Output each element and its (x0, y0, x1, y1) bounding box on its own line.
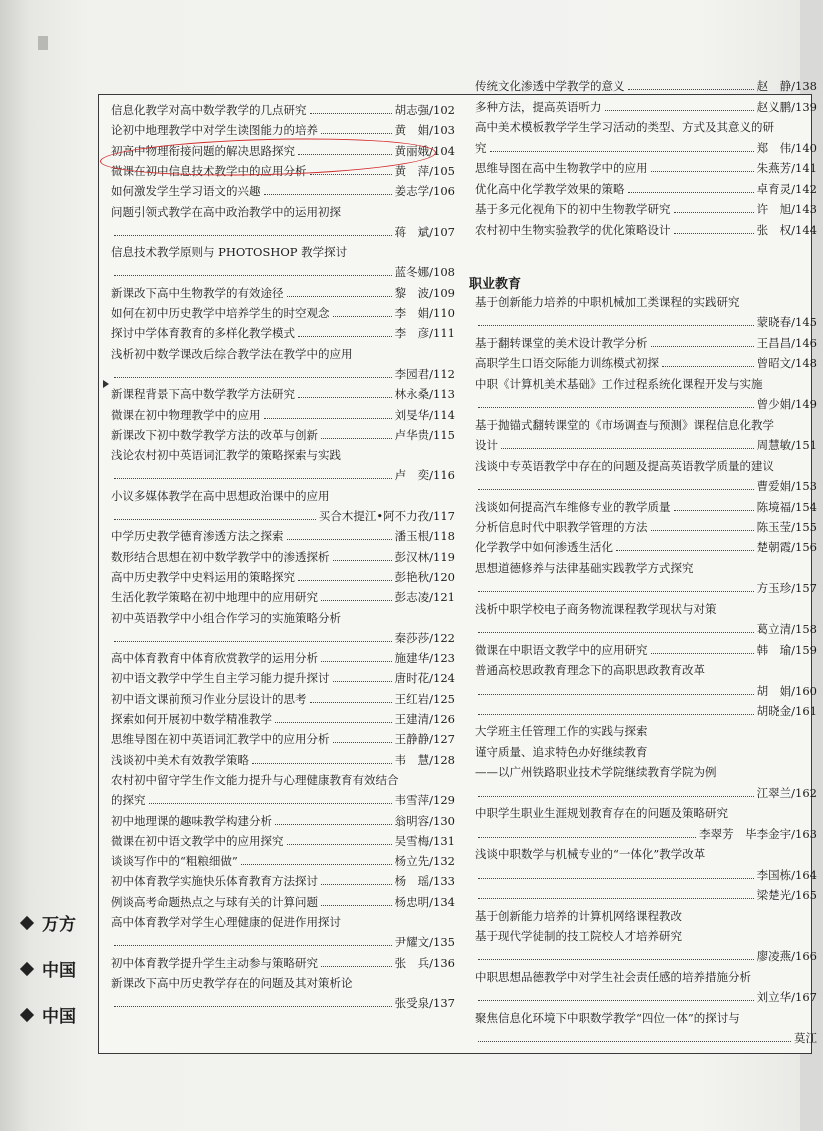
toc-entry-author-page: 王静静/127 (394, 732, 455, 747)
dot-leader (478, 395, 754, 408)
toc-entry-title: 中学历史教学德育渗透方法之探索 (111, 529, 284, 544)
dot-leader (651, 159, 754, 172)
toc-entry-title: 微课在初中信息技术教学中的应用分析 (111, 163, 307, 178)
toc-entry-title: 中职思想品德教学中对学生社会责任感的培养措施分析 (475, 969, 751, 984)
toc-entry-title: 新课改下初中数学教学方法的改革与创新 (111, 427, 318, 442)
side-item: 中国 (22, 1002, 76, 1027)
toc-entry-author-page: 曾昭文/148 (756, 356, 817, 371)
toc-entry-title: 高中美术模板教学学生学习活动的类型、方式及其意义的研 (475, 120, 774, 134)
toc-entry-author-page: 吴雪梅/131 (394, 833, 455, 848)
toc-entry-title: 探讨中学体育教育的多样化教学模式 (111, 326, 295, 341)
dot-leader (287, 832, 392, 845)
toc-entry-author-page: 施建华/123 (394, 651, 455, 666)
toc-entry-title: 基于抛锚式翻转课堂的《市场调查与预测》课程信息化教学 (475, 417, 774, 432)
toc-entry-author-page: 蓝冬娜/108 (394, 265, 455, 280)
toc-entry (99, 446, 461, 464)
dot-leader (478, 825, 696, 838)
diamond-bullet-icon (20, 1007, 34, 1021)
toc-entry-title: 高中体育教育中体育欣赏教学的运用分析 (111, 651, 318, 666)
toc-entry-title: 浅谈如何提高汽车维修专业的教学质量 (475, 499, 671, 514)
toc-entry (463, 180, 823, 198)
toc-entry (99, 669, 461, 687)
toc-entry (99, 406, 461, 424)
toc-entry (99, 832, 461, 850)
toc-entry-author-page: 黎 波/109 (394, 285, 455, 300)
toc-entry-title: 生活化教学策略在初中地理中的应用研究 (111, 590, 318, 605)
toc-entry-author-page: 黄丽娥/104 (394, 143, 455, 158)
dot-leader (298, 324, 392, 337)
dot-leader (478, 947, 754, 960)
toc-entry-author-page: 莫江 (794, 1031, 817, 1046)
toc-entry (463, 436, 823, 454)
toc-entry-author-page: 韦雪萍/129 (394, 793, 455, 808)
toc-entry-title: 传统文化渗透中学教学的意义 (475, 79, 625, 93)
toc-entry (99, 426, 461, 444)
toc-entry (99, 771, 461, 789)
toc-entry (99, 203, 461, 221)
dot-leader (478, 477, 754, 490)
dot-leader (321, 426, 392, 439)
toc-entry-title: 基于创新能力培养的计算机网络课程教改 (475, 908, 682, 923)
toc-entry (99, 649, 461, 667)
toc-entry-author-page: 曾少娟/149 (756, 397, 817, 412)
dot-leader (321, 121, 392, 134)
toc-entry-title: 初中体育教学提升学生主动参与策略研究 (111, 955, 318, 970)
dot-leader (114, 629, 392, 642)
toc-entry-title: 基于创新能力培养的中职机械加工类课程的实践研究 (475, 295, 740, 309)
toc-entry-title: 基于现代学徒制的技工院校人才培养研究 (475, 928, 682, 943)
toc-entry-author-page: 葛立清/158 (756, 622, 817, 637)
toc-entry-author-page: 陈境福/154 (756, 499, 817, 514)
toc-entry (99, 954, 461, 972)
toc-entry (99, 568, 461, 586)
toc-entry (463, 600, 823, 618)
diamond-bullet-icon (20, 915, 34, 929)
toc-entry (99, 304, 461, 322)
toc-entry-title: 新课程背景下高中数学教学方法研究 (111, 387, 295, 402)
toc-entry-author-page: 胡晓金/161 (756, 704, 817, 718)
toc-entry (463, 395, 823, 413)
dot-leader (333, 548, 392, 561)
toc-entry (463, 538, 823, 556)
toc-entry (463, 784, 823, 802)
toc-entry-author-page: 楚朝霞/156 (756, 540, 817, 555)
margin-arrow-icon (103, 380, 109, 388)
dot-leader (321, 649, 392, 662)
toc-entry (99, 690, 461, 708)
toc-entry-title: 新课改下高中历史教学存在的问题及其对策析论 (111, 975, 353, 990)
dot-leader (275, 710, 392, 723)
toc-entry (463, 947, 823, 965)
toc-entry-title: 论初中地理教学中对学生读图能力的培养 (111, 123, 318, 138)
toc-entry-author-page: 陈玉莹/155 (756, 519, 817, 534)
toc-entry-title: 高职学生口语交际能力训练模式初探 (475, 356, 659, 371)
scan-mark (38, 36, 48, 50)
toc-entry (463, 200, 823, 218)
toc-entry (463, 722, 823, 740)
toc-entry (99, 223, 461, 241)
dot-leader (114, 263, 392, 276)
toc-entry (99, 913, 461, 931)
toc-entry-title: 初中英语教学中小组合作学习的实施策略分析 (111, 610, 341, 625)
toc-entry (463, 477, 823, 495)
toc-entry (463, 457, 823, 475)
toc-entry (463, 682, 823, 700)
toc-entry-author-page: 蒙晓春/145 (756, 315, 817, 330)
toc-entry (463, 702, 823, 720)
toc-entry-author-page: 李翠芳 毕李金宇/163 (699, 826, 817, 841)
toc-entry-title: 信息化教学对高中数学教学的几点研究 (111, 103, 307, 117)
toc-entry-title: 微课在初中语文教学中的应用探究 (111, 833, 284, 848)
toc-entry (99, 527, 461, 545)
toc-entry (99, 507, 461, 525)
dot-leader (310, 162, 392, 175)
toc-entry (463, 375, 823, 393)
side-item: 万方 (22, 910, 76, 935)
toc-entry-title: 高中体育教学对学生心理健康的促进作用探讨 (111, 915, 341, 929)
toc-entry-author-page: 刘旻华/114 (394, 407, 455, 422)
dot-leader (310, 690, 392, 703)
dot-leader (628, 77, 754, 90)
toc-entry-author-page: 杨 瑶/133 (394, 874, 455, 889)
toc-entry-title: 如何激发学生学习语文的兴趣 (111, 184, 261, 199)
dot-leader (264, 182, 392, 195)
dot-leader (605, 98, 754, 111)
toc-entry-title: 设计 (475, 438, 498, 453)
toc-entry-author-page: 张 兵/136 (394, 955, 455, 970)
toc-entry (463, 641, 823, 659)
toc-entry (463, 77, 823, 95)
toc-entry (99, 974, 461, 992)
toc-entry-title: 化学教学中如何渗透生活化 (475, 540, 613, 555)
dot-leader (478, 784, 754, 797)
toc-entry-author-page: 蒋 斌/107 (394, 224, 455, 239)
toc-entry (463, 804, 823, 822)
toc-entry-title: 微课在初中物理教学中的应用 (111, 407, 261, 422)
toc-entry-title: 思维导图在初中英语词汇教学中的应用分析 (111, 732, 330, 747)
toc-entry-title: 浅谈中专英语教学中存在的问题及提高英语教学质量的建议 (475, 458, 774, 473)
toc-entry (99, 345, 461, 363)
dot-leader (298, 142, 392, 155)
toc-entry-author-page: 王红岩/125 (394, 691, 455, 706)
toc-entry-author-page: 翁明容/130 (394, 813, 455, 828)
toc-entry (99, 548, 461, 566)
toc-entry (463, 118, 823, 136)
toc-entry-author-page: 黄 萍/105 (394, 163, 455, 178)
dot-leader (252, 751, 392, 764)
dot-leader (674, 498, 754, 511)
toc-entry (99, 142, 461, 160)
toc-entry-author-page: 彭汉林/119 (394, 549, 455, 564)
dot-leader (287, 527, 392, 540)
toc-entry (463, 927, 823, 945)
toc-entry-author-page: 卓育灵/142 (756, 181, 817, 196)
toc-entry-title: 谈谈写作中的“粗粮细做” (111, 854, 238, 869)
toc-entry-title: 聚焦信息化环境下中职数学教学“四位一体”的探讨与 (475, 1010, 740, 1025)
dot-leader (333, 304, 392, 317)
toc-entry-author-page: 赵义鹏/139 (756, 99, 817, 114)
dot-leader (310, 101, 392, 114)
toc-entry-title: 微课在中职语文教学中的应用研究 (475, 642, 648, 657)
toc-entry (463, 334, 823, 352)
dot-leader (651, 518, 754, 531)
toc-entry-author-page: 李 彦/111 (394, 326, 455, 341)
toc-entry-title: 探索如何开展初中数学精准教学 (111, 712, 272, 726)
contents-panel (98, 79, 817, 1054)
toc-entry (99, 730, 461, 748)
dot-leader (478, 866, 754, 879)
dot-leader (478, 620, 754, 633)
dot-leader (628, 180, 754, 193)
toc-entry-author-page: 林永桑/113 (394, 387, 455, 402)
dot-leader (114, 223, 392, 236)
toc-entry-author-page: 潘玉根/118 (394, 529, 455, 544)
dot-leader (478, 886, 754, 899)
dot-leader (298, 568, 392, 581)
toc-entry-author-page: 姜志学/106 (394, 184, 455, 199)
side-item: 中国 (22, 956, 76, 981)
toc-entry (463, 988, 823, 1006)
toc-entry (463, 354, 823, 372)
toc-entry (99, 243, 461, 261)
toc-entry (99, 872, 461, 890)
toc-entry-title: 高中历史教学中史料运用的策略探究 (111, 569, 295, 584)
toc-entry (99, 933, 461, 951)
dot-leader (501, 436, 754, 449)
toc-entry-title: 如何在初中历史教学中培养学生的时空观念 (111, 306, 330, 320)
toc-entry (99, 365, 461, 383)
dot-leader (241, 852, 392, 865)
toc-entry (463, 845, 823, 863)
dot-leader (674, 221, 754, 234)
toc-entry-author-page: 卢 奕/116 (394, 468, 455, 483)
dot-leader (114, 994, 392, 1007)
toc-entry (99, 791, 461, 809)
toc-entry (99, 710, 461, 728)
toc-entry (463, 1029, 823, 1047)
dot-leader (662, 354, 754, 367)
toc-entry-title: 思维导图在高中生物教学中的应用 (475, 161, 648, 175)
toc-entry-title: 分析信息时代中职教学管理的方法 (475, 519, 648, 534)
toc-entry-author-page: 王建清/126 (394, 712, 455, 726)
toc-entry (463, 498, 823, 516)
toc-entry-title: 初中地理课的趣味教学构建分析 (111, 813, 272, 828)
toc-entry (463, 1009, 823, 1027)
toc-entry (463, 139, 823, 157)
toc-entry (99, 466, 461, 484)
toc-entry-title: 农村初中生物实验教学的优化策略设计 (475, 222, 671, 237)
dot-leader (321, 588, 392, 601)
toc-entry-title: 浅析中职学校电子商务物流课程教学现状与对策 (475, 601, 717, 616)
toc-entry-author-page: 尹耀文/135 (394, 935, 455, 950)
toc-entry-author-page: 胡志强/102 (394, 103, 455, 117)
toc-entry (463, 559, 823, 577)
toc-entry-title: 优化高中化学教学效果的策略 (475, 181, 625, 196)
dot-leader (114, 933, 392, 946)
toc-entry-author-page: 黄 娟/103 (394, 123, 455, 138)
toc-entry (99, 609, 461, 627)
toc-entry-title: 普通高校思政教育理念下的高职思政教育改革 (475, 663, 705, 678)
dot-leader (478, 682, 754, 695)
toc-entry-title: 基于翻转课堂的美术设计教学分析 (475, 335, 648, 350)
toc-entry (463, 886, 823, 904)
dot-leader (114, 507, 316, 520)
toc-entry (99, 284, 461, 302)
toc-entry-author-page: 梁楚光/165 (756, 888, 817, 903)
toc-entry-author-page: 王昌昌/146 (756, 335, 817, 350)
toc-entry (463, 907, 823, 925)
toc-entry (99, 101, 461, 119)
toc-entry-author-page: 郑 伟/140 (756, 140, 817, 155)
toc-entry-author-page: 江翠兰/162 (756, 785, 817, 800)
toc-entry (99, 324, 461, 342)
toc-entry-author-page: 韩 瑜/159 (756, 642, 817, 657)
toc-entry-title: 新课改下高中生物教学的有效途径 (111, 285, 284, 300)
toc-entry-author-page: 许 旭/143 (756, 202, 817, 216)
toc-entry-author-page: 李园君/112 (394, 366, 455, 381)
dot-leader (114, 365, 392, 378)
toc-entry (99, 751, 461, 769)
toc-entry-title: 大学班主任管理工作的实践与探索 (475, 724, 648, 739)
toc-entry-title: 中职《计算机美术基础》工作过程系统化课程开发与实施 (475, 376, 763, 391)
toc-entry-author-page: 杨忠明/134 (394, 894, 455, 909)
toc-entry-title: 思想道德修养与法律基础实践教学方式探究 (475, 560, 694, 575)
toc-entry-title: 究 (475, 140, 487, 155)
dot-leader (674, 200, 754, 213)
toc-entry-author-page: 杨立先/132 (394, 854, 455, 869)
dot-leader (321, 954, 392, 967)
toc-entry-author-page: 刘立华/167 (756, 990, 817, 1005)
toc-entry (99, 487, 461, 505)
toc-entry (99, 812, 461, 830)
toc-entry (99, 263, 461, 281)
dot-leader (275, 812, 392, 825)
toc-entry-author-page: 赵 静/138 (756, 79, 817, 93)
toc-entry-author-page: 周慧敏/151 (756, 438, 817, 453)
dot-leader (478, 1029, 791, 1042)
toc-entry-title: 信息技术教学原则与 PHOTOSHOP 教学探讨 (111, 245, 348, 260)
dot-leader (490, 139, 754, 152)
toc-entry-author-page: 张 权/144 (756, 222, 817, 237)
dot-leader (149, 791, 392, 804)
toc-entry-author-page: 彭艳秋/120 (394, 569, 455, 584)
toc-entry-title: ——以广州铁路职业技术学院继续教育学院为例 (475, 765, 717, 780)
toc-entry-author-page: 彭志凌/121 (394, 590, 455, 605)
dot-leader (333, 730, 392, 743)
toc-entry-title: 初中语文教学中学生自主学习能力提升探讨 (111, 671, 330, 686)
toc-entry-title: 初中体育教学实施快乐体育教育方法探讨 (111, 874, 318, 889)
toc-entry (463, 518, 823, 536)
toc-entry-title: 例谈高考命题热点之与球有关的计算问题 (111, 894, 318, 909)
toc-entry (463, 620, 823, 638)
dot-leader (321, 893, 392, 906)
toc-entry (463, 293, 823, 311)
toc-entry (463, 866, 823, 884)
toc-entry (99, 121, 461, 139)
toc-entry (463, 743, 823, 761)
toc-entry (99, 893, 461, 911)
toc-entry-author-page: 胡 娟/160 (756, 683, 817, 698)
toc-entry-title: 初中语文课前预习作业分层设计的思考 (111, 691, 307, 706)
toc-entry-author-page: 张受泉/137 (394, 996, 455, 1011)
toc-entry (463, 313, 823, 331)
dot-leader (114, 466, 392, 479)
toc-entry-title: 浅谈中职数学与机械专业的“一体化”教学改革 (475, 847, 706, 862)
diamond-bullet-icon (20, 961, 34, 975)
toc-entry-title: 谨守质量、追求特色办好继续教育 (475, 744, 648, 759)
dot-leader (651, 334, 754, 347)
dot-leader (478, 313, 754, 326)
toc-entry-author-page: 唐时花/124 (394, 671, 455, 686)
toc-entry-title: 小议多媒体教学在高中思想政治课中的应用 (111, 488, 330, 503)
dot-leader (478, 702, 754, 715)
toc-entry-author-page: 廖凌燕/166 (756, 949, 817, 964)
toc-entry-title: 中职学生职业生涯规划教育存在的问题及策略研究 (475, 806, 728, 821)
toc-entry (463, 661, 823, 679)
section-heading-vocational: 职业教育 (469, 277, 522, 292)
toc-entry-title: 浅析初中数学课改后综合教学法在教学中的应用 (111, 346, 353, 361)
dot-leader (287, 284, 392, 297)
toc-entry (99, 162, 461, 180)
toc-entry (99, 385, 461, 403)
toc-entry-title: 的探究 (111, 793, 146, 808)
toc-entry-title: 问题引领式教学在高中政治教学中的运用初探 (111, 204, 341, 219)
toc-entry (99, 852, 461, 870)
toc-entry-title: 数形结合思想在初中数学教学中的渗透探析 (111, 549, 330, 564)
toc-entry-title: 农村初中留守学生作文能力提升与心理健康教育有效结合 (111, 772, 399, 787)
toc-entry-author-page: 朱燕芳/141 (756, 161, 817, 175)
toc-entry (463, 763, 823, 781)
toc-entry (463, 159, 823, 177)
toc-entry-author-page: 方玉珍/157 (756, 581, 817, 596)
toc-entry (99, 629, 461, 647)
toc-entry-author-page: 韦 慧/128 (394, 752, 455, 767)
dot-leader (298, 385, 392, 398)
toc-entry (463, 579, 823, 597)
toc-entry (463, 221, 823, 239)
toc-entry (463, 825, 823, 843)
toc-entry (99, 182, 461, 200)
toc-entry (99, 994, 461, 1012)
toc-entry-title: 初高中物理衔接问题的解决思路探究 (111, 143, 295, 158)
toc-entry-author-page: 李国栋/164 (756, 867, 817, 882)
toc-entry-title: 浅论农村初中英语词汇教学的策略探索与实践 (111, 448, 341, 463)
toc-entry-title: 基于多元化视角下的初中生物教学研究 (475, 202, 671, 216)
dot-leader (333, 669, 392, 682)
dot-leader (264, 406, 392, 419)
toc-entry-author-page: 卢华贵/115 (394, 427, 455, 442)
toc-entry (463, 416, 823, 434)
toc-entry (463, 98, 823, 116)
toc-entry (463, 968, 823, 986)
toc-entry-author-page: 买合木提江•阿不力孜/117 (318, 509, 455, 523)
dot-leader (616, 538, 754, 551)
toc-entry-author-page: 曹爱娟/153 (756, 479, 817, 494)
toc-entry-title: 多种方法，提高英语听力 (475, 99, 602, 114)
dot-leader (478, 579, 754, 592)
toc-entry-author-page: 秦莎莎/122 (394, 630, 455, 645)
dot-leader (478, 988, 754, 1001)
dot-leader (321, 872, 392, 885)
toc-entry-title: 浅谈初中美术有效教学策略 (111, 752, 249, 767)
dot-leader (651, 641, 754, 654)
toc-entry-author-page: 李 娟/110 (394, 306, 455, 320)
toc-entry (99, 588, 461, 606)
